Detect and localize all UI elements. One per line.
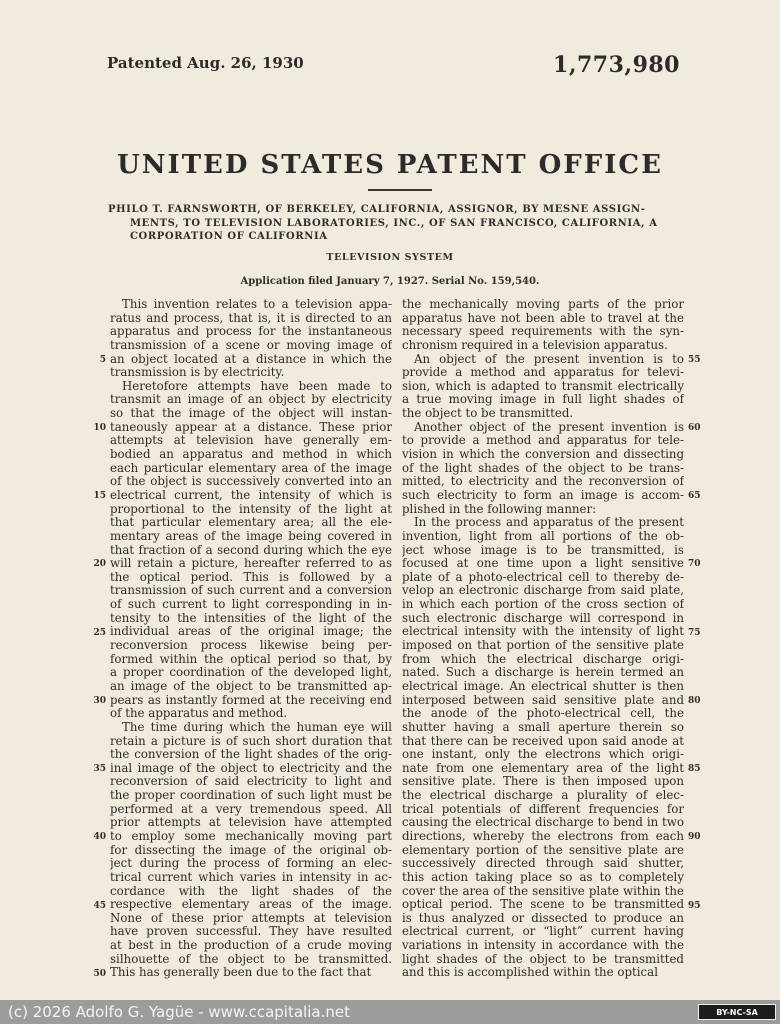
text-line: causing the electrical discharge to bend in two (402, 816, 684, 830)
text-line: transmission is by electricity. (110, 366, 285, 380)
text-line: tensity to the intensities of the light of the (110, 611, 392, 625)
text-line: that fraction of a second during which the eye (110, 543, 392, 557)
text-line: so that the image of the object will instan- (110, 407, 392, 421)
text-line: apparatus have not been able to travel at the (402, 311, 684, 325)
line-number: 10 (93, 422, 106, 433)
credit-bar (0, 1000, 780, 1024)
text-line: of such current to light corresponding in in- (110, 598, 392, 612)
text-line: for dissecting the image of the original ob- (110, 843, 392, 857)
inventor-line: CORPORATION OF CALIFORNIA (130, 231, 328, 242)
text-line: the anode of the photo-electrical cell, the (402, 707, 684, 721)
text-line: chronism required in a television apparatus. (402, 338, 668, 352)
patent-date: Patented Aug. 26, 1930 (107, 54, 304, 72)
text-line: a proper coordination of the developed light, (110, 666, 392, 680)
text-line: the optical period. This is followed by a (110, 570, 392, 584)
text-line: is thus analyzed or dissected to produce an (402, 911, 684, 925)
copyright-credit: (c) 2026 Adolfo G. Yagüe - www.ccapitalia.net (8, 1003, 350, 1021)
text-line: apparatus and process for the instantaneous (110, 325, 392, 339)
text-line: trical potentials of different frequencies for (402, 802, 684, 816)
text-line: electrical current, the intensity of which is (110, 488, 392, 502)
application-line: Application filed January 7, 1927. Serial No. 159,540. (240, 276, 540, 287)
line-number: 35 (93, 764, 106, 775)
text-line: inal image of the object to electricity and the (110, 761, 392, 775)
text-line: and this is accomplished within the optical (402, 966, 658, 980)
line-number: 5 (99, 354, 106, 365)
inventor-block (108, 203, 684, 244)
line-number: 95 (688, 900, 701, 911)
inventor-line: PHILO T. FARNSWORTH, OF BERKELEY, CALIFORNIA, ASSIGNOR, BY MESNE ASSIGN- (108, 204, 646, 215)
text-line: None of these prior attempts at television (110, 911, 392, 925)
left-text-column (110, 298, 392, 980)
text-line: to employ some mechanically moving part (110, 829, 392, 843)
text-line: in which each portion of the cross section of (402, 598, 684, 612)
text-line: successively directed through said shutter, (402, 857, 684, 871)
text-line: proportional to the intensity of the light at (110, 502, 392, 516)
text-line: this action taking place so as to completely (402, 870, 684, 884)
text-line: cover the area of the sensitive plate within the (402, 884, 684, 898)
line-number: 55 (688, 354, 701, 365)
text-line: light shades of the object to be transmitted (402, 952, 684, 966)
text-line: will retain a picture, hereafter referred to as (110, 557, 392, 571)
text-line: imposed on that portion of the sensitive plate (402, 639, 684, 653)
right-text-column (402, 298, 684, 980)
text-line: the proper coordination of such light must be (110, 789, 392, 803)
text-line: taneously appear at a distance. These prior (110, 420, 392, 434)
text-line: ject during the process of forming an elec- (110, 857, 392, 871)
text-line: sion, which is adapted to transmit electrically (402, 379, 684, 393)
text-line: reconversion process likewise being per- (110, 639, 392, 653)
text-line: elementary portion of the sensitive plate are (402, 843, 684, 857)
text-line: the electrical discharge a plurality of elec- (402, 789, 684, 803)
text-line: individual areas of the original image; the (110, 625, 392, 639)
text-line: plate of a photo-electrical cell to thereby de- (402, 570, 684, 584)
text-line: This invention relates to a television appa- (122, 298, 392, 311)
text-line: respective elementary areas of the image. (110, 898, 392, 912)
text-line: pears as instantly formed at the receiving end (110, 693, 392, 707)
text-line: an object located at a distance in which the (110, 352, 392, 366)
text-line: at best in the production of a crude moving (110, 939, 392, 953)
text-line: The time during which the human eye will (122, 720, 392, 734)
text-line: invention, light from all portions of the ob- (402, 529, 684, 543)
text-line: cordance with the light shades of the (110, 884, 392, 898)
text-line: trical current which varies in intensity in ac- (110, 870, 392, 884)
text-line: to provide a method and apparatus for tele- (402, 434, 684, 448)
text-line: electrical intensity with the intensity of light (402, 625, 684, 639)
office-heading: UNITED STATES PATENT OFFICE (117, 150, 663, 180)
text-line: ject whose image is to be transmitted, is (402, 543, 684, 557)
text-line: of the apparatus and method. (110, 707, 288, 721)
line-number: 90 (688, 832, 701, 843)
text-line: In the process and apparatus of the present (414, 516, 684, 530)
text-line: provide a method and apparatus for televi- (402, 366, 684, 380)
text-line: velop an electronic discharge from said plate, (402, 584, 684, 598)
invention-title: TELEVISION SYSTEM (326, 252, 454, 263)
text-line: the mechanically moving parts of the prior (402, 298, 684, 311)
text-line: interposed between said sensitive plate and (402, 693, 684, 707)
text-line: transmit an image of an object by electricity (110, 393, 392, 407)
line-number: 80 (688, 695, 701, 706)
text-line: prior attempts at television have attempted (110, 816, 392, 830)
text-line: vision in which the conversion and dissecting (402, 448, 684, 462)
text-line: such electronic discharge will correspond in (402, 611, 684, 625)
text-line: An object of the present invention is to (414, 352, 684, 366)
text-line: ratus and process, that is, it is directed to an (110, 311, 392, 325)
text-line: silhouette of the object to be transmitted. (110, 952, 392, 966)
text-line: of the object is successively converted into an (110, 475, 392, 489)
line-number: 40 (93, 832, 106, 843)
text-line: shutter having a small aperture therein so (402, 720, 684, 734)
text-line: a true moving image in full light shades of (402, 393, 684, 407)
text-line: nate from one elementary area of the light (402, 761, 684, 775)
text-line: the object to be transmitted. (402, 407, 574, 421)
text-line: Heretofore attempts have been made to (122, 379, 392, 393)
text-line: transmission of a scene or moving image of (110, 338, 392, 352)
text-line: optical period. The scene to be transmitted (402, 898, 684, 912)
text-line: electrical current, or “light” current having (402, 925, 684, 939)
line-number: 60 (688, 422, 701, 433)
text-line: bodied an apparatus and method in which (110, 448, 392, 462)
text-line: necessary speed requirements with the syn- (402, 325, 684, 339)
text-line: formed within the optical period so that, by (110, 652, 392, 666)
text-line: Another object of the present invention is (414, 420, 684, 434)
text-line: mitted, to electricity and the reconversion of (402, 475, 684, 489)
text-line: one instant, only the electrons which origi- (402, 748, 684, 762)
line-number: 30 (93, 695, 106, 706)
text-line: each particular elementary area of the image (110, 461, 392, 475)
text-line: such electricity to form an image is accom- (402, 488, 684, 502)
line-number: 50 (93, 968, 106, 979)
text-line: retain a picture is of such short duration that (110, 734, 392, 748)
heading-rule (368, 189, 432, 191)
text-line: from which the electrical discharge origi- (402, 652, 684, 666)
text-line: of the light shades of the object to be trans- (402, 461, 684, 475)
text-line: have proven successful. They have resulted (110, 925, 392, 939)
text-line: This has generally been due to the fact that (110, 966, 372, 980)
text-line: transmission of such current and a conversion (110, 584, 392, 598)
line-number: 65 (688, 491, 701, 502)
text-line: reconversion of said electricity to light and (110, 775, 392, 789)
line-number: 15 (93, 491, 106, 502)
line-number: 45 (93, 900, 106, 911)
text-line: the conversion of the light shades of the orig- (110, 748, 392, 762)
text-line: an image of the object to be transmitted ap- (110, 679, 392, 693)
line-number: 85 (688, 764, 701, 775)
line-number: 70 (688, 559, 701, 570)
text-line: that particular elementary area; all the ele- (110, 516, 392, 530)
patent-number: 1,773,980 (553, 52, 680, 78)
text-line: electrical image. An electrical shutter is then (402, 679, 684, 693)
text-line: variations in intensity in accordance with the (402, 939, 684, 953)
text-line: nated. Such a discharge is herein termed an (402, 666, 684, 680)
inventor-line: MENTS, TO TELEVISION LABORATORIES, INC., OF SAN FRANCISCO, CALIFORNIA, A (130, 217, 658, 229)
text-line: mentary areas of the image being covered in (110, 529, 392, 543)
text-line: directions, whereby the electrons from each (402, 829, 684, 843)
line-number: 20 (93, 559, 106, 570)
text-line: plished in the following manner: (402, 502, 597, 516)
text-line: sensitive plate. There is then imposed upon (402, 775, 684, 789)
text-line: focused at one time upon a light sensitive (402, 557, 684, 571)
line-number: 75 (688, 627, 701, 638)
text-line: that there can be received upon said anode at (402, 734, 684, 748)
text-line: performed at a very tremendous speed. All (110, 802, 392, 816)
cc-license-badge: BY-NC-SA (698, 1004, 776, 1020)
line-number: 25 (93, 627, 106, 638)
text-line: attempts at television have generally em- (110, 434, 392, 448)
